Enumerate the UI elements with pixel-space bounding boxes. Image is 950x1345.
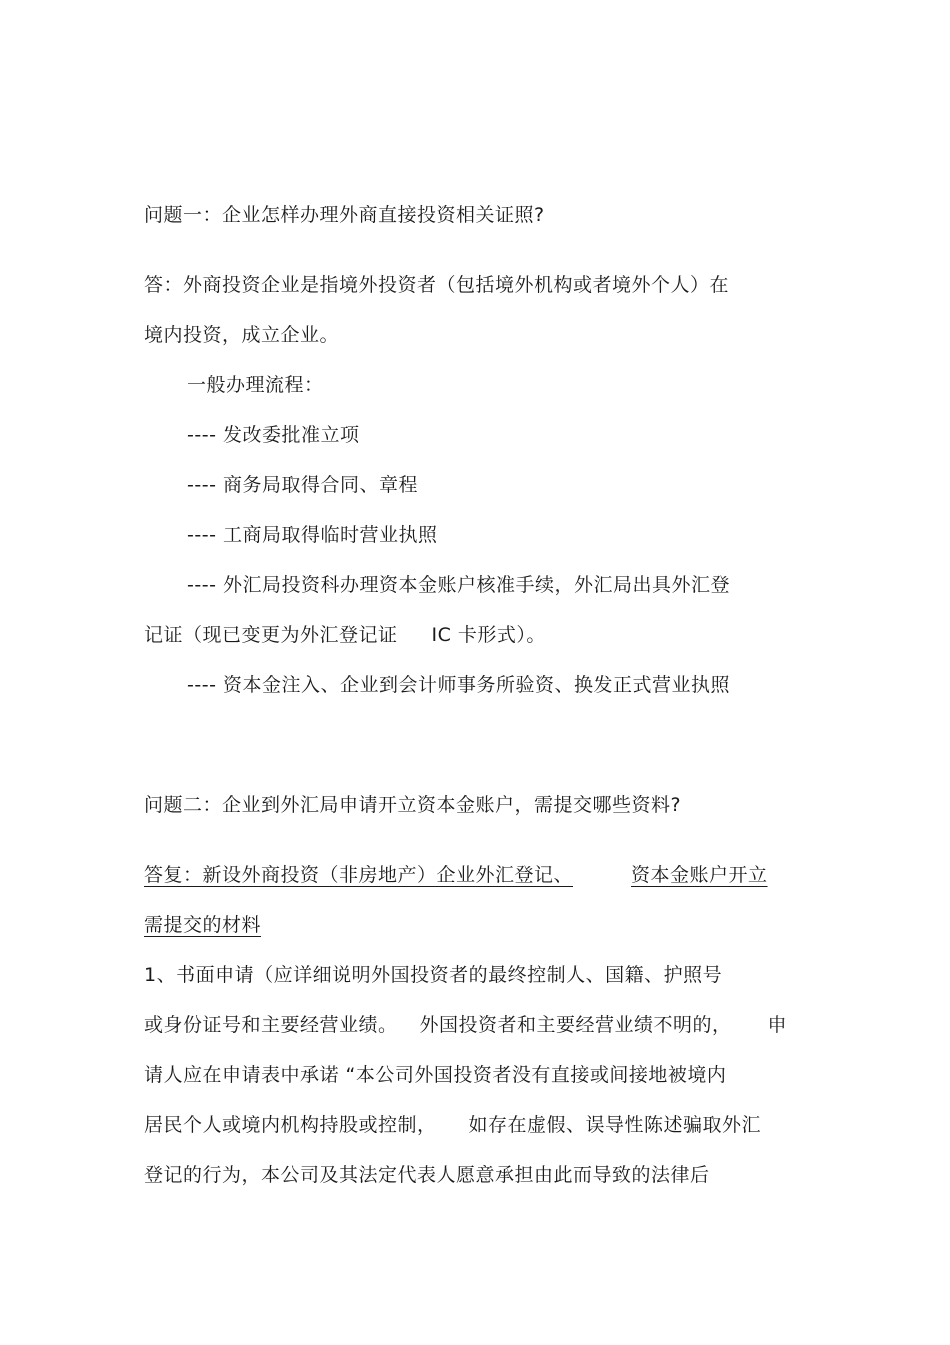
item-1-line-4 — [144, 1113, 761, 1137]
flow-title: 一般办理流程： — [187, 374, 324, 396]
flow-step-4-continued — [144, 623, 546, 647]
item-1-line-2-a: 或身份证号和主要经营业绩。 — [144, 1014, 398, 1036]
item-1-line-4-b: 如存在虚假、误导性陈述骗取外汇 — [468, 1114, 762, 1136]
item-1-line-2-c: 申 — [767, 1014, 788, 1036]
item-1-line-3: 请人应在申请表中承诺 “本公司外国投资者没有直接或间接地被境内 — [144, 1064, 727, 1086]
flow-step-4-cont-a: 记证（现已变更为外汇登记证 — [144, 624, 398, 646]
flow-step-4-cont-b: IC 卡形式）。 — [431, 624, 546, 646]
flow-step-1: ---- 发改委批准立项 — [187, 424, 360, 446]
reply-2-line-2 — [144, 913, 277, 937]
reply-2-line-2-text: 需提交的材料 — [144, 914, 262, 936]
answer-1-line-1: 答：外商投资企业是指境外投资者（包括境外机构或者境外个人）在 — [144, 274, 730, 296]
reply-2-line-1-b: 资本金账户开立 — [631, 864, 768, 886]
answer-1-line-2: 境内投资，成立企业。 — [144, 324, 340, 346]
reply-2-line-1-a: 答复：新设外商投资（非房地产）企业外汇登记、 — [144, 864, 574, 886]
item-1-line-2 — [144, 1013, 787, 1037]
flow-step-5: ---- 资本金注入、企业到会计师事务所验资、换发正式营业执照 — [187, 674, 730, 696]
item-1-line-5: 登记的行为，本公司及其法定代表人愿意承担由此而导致的法律后 — [144, 1164, 710, 1186]
flow-step-4: ---- 外汇局投资科办理资本金账户核准手续，外汇局出具外汇登 — [187, 574, 730, 596]
reply-2-line-1 — [144, 863, 774, 887]
item-1-line-1: 1、书面申请（应详细说明外国投资者的最终控制人、国籍、护照号 — [144, 964, 723, 986]
flow-step-2: ---- 商务局取得合同、章程 — [187, 474, 418, 496]
item-1-line-2-b: 外国投资者和主要经营业绩不明的， — [419, 1014, 732, 1036]
flow-step-3: ---- 工商局取得临时营业执照 — [187, 524, 438, 546]
item-1-line-4-a: 居民个人或境内机构持股或控制， — [144, 1114, 437, 1136]
question-2-heading: 问题二：企业到外汇局申请开立资本金账户，需提交哪些资料? — [144, 794, 682, 816]
question-1-heading: 问题一：企业怎样办理外商直接投资相关证照? — [144, 204, 545, 226]
